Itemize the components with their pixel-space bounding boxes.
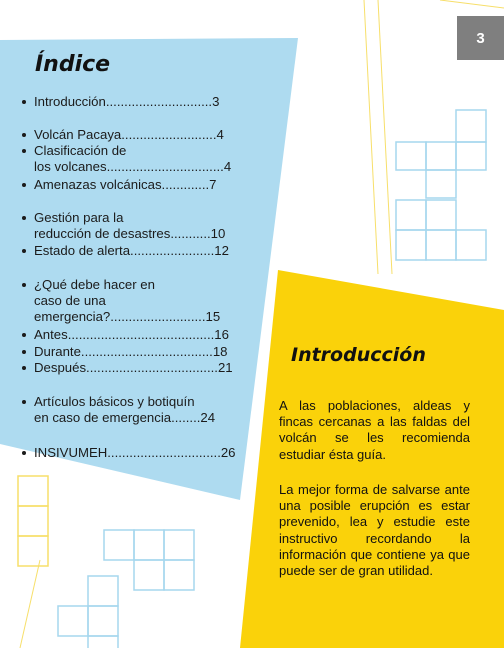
toc-item-articulos[interactable]: Artículos básicos y botiquín en caso de emergencia........24 <box>22 394 254 426</box>
index-title: Índice <box>35 52 111 77</box>
toc-item-estado-alerta[interactable]: Estado de alerta.......................12 <box>22 243 254 259</box>
blue-grid-bottom <box>58 530 194 648</box>
toc-item-antes[interactable]: Antes........................................16 <box>22 327 254 343</box>
toc-item-gestion[interactable]: Gestión para la reducción de desastres...........10 <box>22 210 254 242</box>
toc-item-volcan-pacaya[interactable]: Volcán Pacaya..........................4 <box>22 127 254 143</box>
intro-paragraph-2: La mejor forma de salvarse ante una posible erupción es estar prevenido, lea y estudie este instructivo recordando la información que contiene ya que puede ser de gran utilidad. <box>279 482 470 579</box>
toc-item-despues[interactable]: Después....................................21 <box>22 360 254 376</box>
intro-paragraph-1: A las poblaciones, aldeas y fincas cercanas a las faldas del volcán se les recomienda estudiar ésta guía. <box>279 398 470 462</box>
intro-title: Introducción <box>291 344 426 366</box>
page-number-badge: 3 <box>457 16 504 60</box>
toc-item-insivumeh[interactable]: INSIVUMEH...............................26 <box>22 445 254 461</box>
toc-item-clasificacion[interactable]: Clasificación de los volcanes................................4 <box>22 143 254 175</box>
toc-item-durante[interactable]: Durante....................................18 <box>22 344 254 360</box>
yellow-grid-bottom-left <box>18 476 48 566</box>
blue-grid-top-right <box>396 110 486 260</box>
toc-item-que-hacer[interactable]: ¿Qué debe hacer en caso de una emergencia?..........................15 <box>22 277 254 325</box>
toc-item-introduccion[interactable]: Introducción.............................3 <box>22 94 254 110</box>
toc-item-amenazas[interactable]: Amenazas volcánicas.............7 <box>22 177 254 193</box>
